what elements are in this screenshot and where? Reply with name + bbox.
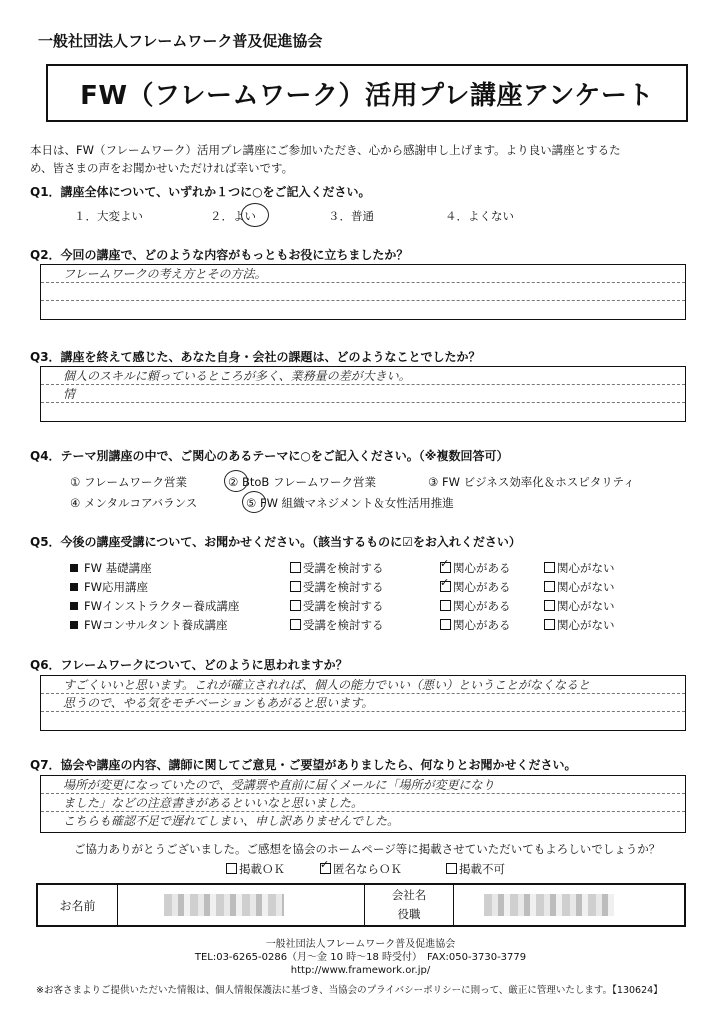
checkbox[interactable]: [446, 863, 457, 874]
q6-answer-box: [40, 675, 686, 731]
checkbox[interactable]: [544, 600, 555, 611]
q4-topic-5: ⑤ FW 組織マネジメント＆女性活用推進: [246, 496, 454, 510]
consent-option: [446, 861, 505, 877]
checkbox-label: 受講を検討する: [303, 560, 384, 575]
consent-option: [226, 861, 285, 877]
checkbox-checked[interactable]: [440, 581, 451, 592]
q4-topic-4: ④ メンタルコアバランス: [70, 496, 198, 510]
q7-answer-line: こちらも確認不足で遅れてしまい、申し訳ありませんでした。: [63, 814, 400, 828]
checkbox-label: 受講を検討する: [303, 598, 384, 613]
course-name: FW 基礎講座: [84, 560, 152, 575]
q7-label: Q7．協会や講座の内容、講師に関してご意見・ご要望がありましたら、何なりとお聞かせください。: [30, 758, 577, 772]
footer-org: 一般社団法人フレームワーク普及促進協会: [265, 939, 456, 950]
checkbox[interactable]: [440, 600, 451, 611]
q1-option-1: １．大変よい: [74, 209, 143, 223]
company-position-label: [364, 885, 454, 925]
selection-circle-mark: [224, 470, 248, 492]
checkbox-label: 関心がない: [557, 598, 615, 613]
table-row: [70, 558, 615, 577]
checkbox-label: 掲載不可: [459, 862, 505, 876]
bullet-square-icon: [70, 621, 78, 629]
name-company-box: [36, 883, 686, 927]
checkbox[interactable]: [544, 562, 555, 573]
checkbox[interactable]: [226, 863, 237, 874]
intro-line: め、皆さまの声をお聞かせいただければ幸いです。: [30, 161, 294, 175]
course-name: FW応用講座: [84, 579, 148, 594]
q4-topic-3: ③ FW ビジネス効率化＆ホスピタリティ: [428, 475, 635, 489]
redacted-company: [484, 894, 614, 916]
q1-label: Q1．講座全体について、いずれか１つに○をご記入ください。: [30, 185, 371, 199]
checkbox[interactable]: [290, 581, 301, 592]
q1-option-4: ４．よくない: [445, 209, 514, 223]
q7-answer-line: ました」などの注意書きがあるといいなと思いました。: [63, 796, 364, 810]
privacy-notice: ※お客さまよりご提供いただいた情報は、個人情報保護法に基づき、当協会のプライバシーポリシーに則って、厳正に管理いたします。【130624】: [36, 985, 663, 996]
consent-option: [320, 861, 402, 877]
page-title: FW（フレームワーク）活用プレ講座アンケート: [46, 64, 688, 122]
q6-answer-line: 思うので、やる気をモチベーションもあがると思います。: [63, 696, 374, 710]
checkbox-label: 関心がある: [453, 560, 511, 575]
bullet-square-icon: [70, 583, 78, 591]
checkbox[interactable]: [290, 600, 301, 611]
checkbox-label: 掲載ＯＫ: [239, 862, 285, 876]
course-name: FWコンサルタント養成講座: [84, 617, 228, 632]
checkbox[interactable]: [290, 619, 301, 630]
q6-answer-line: すごくいいと思います。これが確立されれば、個人の能力でいい（悪い）ということがなくなると: [63, 678, 591, 692]
course-name: FWインストラクター養成講座: [84, 598, 240, 613]
company-label: 会社名: [391, 888, 427, 902]
redacted-name: [164, 894, 284, 916]
checkbox-label: 関心がない: [557, 560, 615, 575]
checkbox-label: 関心がある: [453, 598, 511, 613]
checkbox[interactable]: [544, 581, 555, 592]
q2-answer-line: フレームワークの考え方とその方法。: [63, 267, 267, 281]
checkbox[interactable]: [290, 562, 301, 573]
footer-contact: TEL:03-6265-0286（月～金 10 時～18 時受付） FAX:050-3730-3779: [194, 952, 527, 963]
q7-answer-line: 場所が変更になっていたので、受講票や直前に届くメールに「場所が変更になり: [63, 778, 495, 792]
name-field[interactable]: [118, 885, 364, 925]
table-row: [70, 596, 615, 615]
q2-answer-box: [40, 264, 686, 320]
q2-label: Q2．今回の講座で、どのような内容がもっともお役に立ちましたか？: [30, 248, 409, 262]
checkbox-label: 関心がない: [557, 617, 615, 632]
selection-circle-mark: [241, 203, 269, 227]
q4-topic-2: ② BtoB フレームワーク営業: [228, 475, 376, 489]
table-row: [70, 615, 615, 634]
checkbox[interactable]: [544, 619, 555, 630]
q7-answer-box: [40, 775, 686, 833]
position-label: 役職: [397, 907, 421, 921]
name-label: お名前: [38, 885, 118, 925]
bullet-square-icon: [70, 564, 78, 572]
checkbox-label: 関心がない: [557, 579, 615, 594]
checkbox-label: 関心がある: [453, 617, 511, 632]
q3-answer-line: 個人のスキルに頼っているところが多く、業務量の差が大きい。: [63, 369, 411, 383]
q4-label: Q4．テーマ別講座の中で、ご関心のあるテーマに○をご記入ください。（※複数回答可）: [30, 449, 509, 463]
checkbox[interactable]: [440, 619, 451, 630]
footer-url[interactable]: http://www.framework.or.jp/: [290, 965, 431, 976]
checkbox-checked[interactable]: [320, 863, 331, 874]
q3-answer-line: 情: [63, 387, 76, 401]
q4-topic-1: ① フレームワーク営業: [70, 475, 188, 489]
intro-text: [30, 141, 700, 177]
q3-answer-box: [40, 366, 686, 422]
company-field[interactable]: [454, 885, 684, 925]
q6-label: Q6．フレームワークについて、どのように思われますか？: [30, 658, 348, 672]
checkbox-label: 受講を検討する: [303, 579, 384, 594]
checkbox-label: 受講を検討する: [303, 617, 384, 632]
q1-option-2: ２．よい: [210, 209, 256, 223]
checkbox-label: 関心がある: [453, 579, 511, 594]
thanks-text: ご協力ありがとうございました。ご感想を協会のホームページ等に掲載させていただいてもよろしいでしょうか？: [74, 842, 661, 856]
table-row: [70, 577, 615, 596]
bullet-square-icon: [70, 602, 78, 610]
q5-table: [70, 558, 615, 634]
organization-name: 一般社団法人フレームワーク普及促進協会: [38, 32, 323, 50]
selection-circle-mark: [242, 491, 266, 513]
q5-label: Q5．今後の講座受講について、お聞かせください。（該当するものに☑をお入れください）: [30, 535, 521, 549]
intro-line: 本日は、FW（フレームワーク）活用プレ講座にご参加いただき、心から感謝申し上げます。より良い講座とするた: [30, 143, 621, 157]
checkbox-label: 匿名ならＯＫ: [333, 862, 402, 876]
q3-label: Q3．講座を終えて感じた、あなた自身・会社の課題は、どのようなことでしたか？: [30, 350, 481, 364]
q1-option-3: ３．普通: [328, 209, 374, 223]
checkbox-checked[interactable]: [440, 562, 451, 573]
